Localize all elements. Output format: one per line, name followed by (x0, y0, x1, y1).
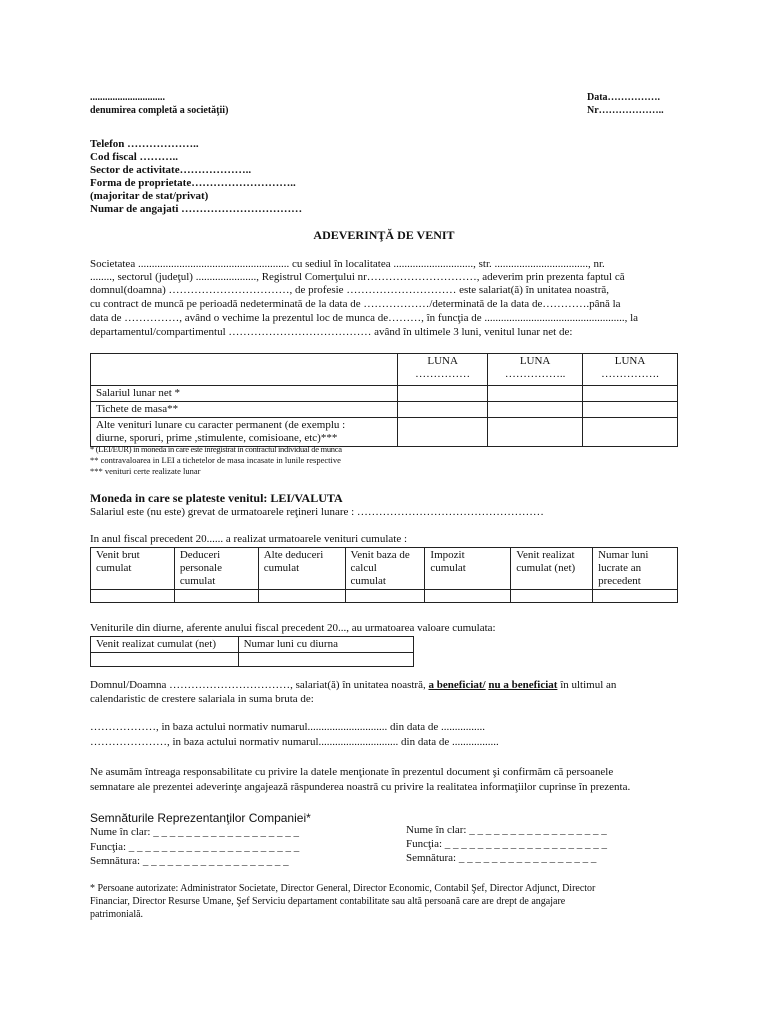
table-cell[interactable] (583, 386, 678, 402)
month-header: LUNA …………….. (488, 354, 583, 386)
persoane-line-2: Financiar, Director Resurse Umane, Şef Serviciu departament contabilitate sau altă persoană care are drept de angajare (90, 896, 566, 907)
row-label: Tichete de masa** (91, 402, 398, 418)
column-header: Deduceri personale cumulat (174, 548, 258, 590)
income-table-header (91, 354, 678, 386)
right-functia-field: Funcţia: _ _ _ _ _ _ _ _ _ _ _ _ _ _ _ _ _ _ _ _ (406, 838, 608, 850)
beneficiu-line-1: Domnul/Doamna ……………………………, salariat(ă) în unitatea noastră, a beneficiat/ nu a beneficiat în ultimul an (90, 679, 617, 691)
act-normativ-2: …………………, in baza actului normativ numarul............................. din data de ................. (90, 736, 499, 748)
fiscal-table-header (91, 548, 678, 590)
telefon-field: Telefon ……………….. (90, 138, 199, 150)
document-title: ADEVERINŢĂ DE VENIT (313, 228, 455, 242)
fiscal-intro: In anul fiscal precedent 20...... a realizat urmatoarele venituri cumulate : (90, 533, 408, 545)
column-header: Venit baza de calcul cumulat (345, 548, 425, 590)
table-row (91, 386, 678, 402)
column-header: Alte deduceri cumulat (258, 548, 345, 590)
intro-line-1: Societatea ....................................................... cu sediul în localitatea ............................., str. .................................., nr. (90, 258, 605, 270)
right-semnatura-field: Semnătura: _ _ _ _ _ _ _ _ _ _ _ _ _ _ _ _ _ (406, 852, 597, 864)
fiscal-table (90, 547, 678, 603)
table-corner-cell (91, 354, 398, 386)
semnaturi-title: Semnăturile Reprezentanţilor Companiei* (90, 811, 311, 825)
forma-proprietate-field: Forma de proprietate……………………….. (90, 177, 296, 189)
footnote-1: * (LEI/EUR) in moneda in care este inregistrat in contractul individual de munca (90, 444, 342, 454)
diurne-table (90, 636, 414, 667)
left-nume-field: Nume în clar: _ _ _ _ _ _ _ _ _ _ _ _ _ _ _ _ _ _ (90, 826, 299, 838)
nu-a-beneficiat-option[interactable]: nu a beneficiat (488, 679, 558, 691)
act-normativ-1: ………………, in baza actului normativ numarul............................. din data de ................ (90, 721, 486, 733)
row-label: Salariul lunar net * (91, 386, 398, 402)
intro-line-3: domnul(doamna) ……………………………, de profesie ………………………… este salariat(ă) în unitatea noastră, (90, 284, 610, 296)
table-cell[interactable] (593, 590, 678, 603)
footnote-2: ** contravaloarea in LEI a tichetelor de masa incasate in lunile respective (90, 455, 341, 465)
row-label: Alte venituri lunare cu caracter permanent (de exemplu : diurne, sporuri, prime ,stimulente, comisioane, etc)*** (91, 418, 398, 447)
numar-angajati-field: Numar de angajati …………………………… (90, 203, 303, 215)
intro-line-6: departamentul/compartimentul ………………………………… având în ultimele 3 luni, venitul lunar net de: (90, 326, 573, 338)
table-cell[interactable] (398, 418, 488, 447)
table-cell[interactable] (583, 402, 678, 418)
responsabilitate-line-1: Ne asumăm întreaga responsabilitate cu privire la datele menţionate în prezentul document şi confirmăm că persoanele (90, 766, 614, 778)
nr-field: Nr……………….. (587, 105, 664, 116)
retineri-line: Salariul este (nu este) grevat de urmatoarele reţineri lunare : …………………………………………… (90, 506, 544, 518)
persoane-line-3: patrimonială. (90, 909, 144, 920)
intro-line-5: data de ……………, având o vechime la prezentul loc de munca de………, în funcţia de ..................................................., la (90, 312, 639, 324)
table-cell[interactable] (488, 386, 583, 402)
table-cell[interactable] (583, 418, 678, 447)
table-cell[interactable] (238, 653, 413, 667)
column-header: Impozit cumulat (425, 548, 511, 590)
a-beneficiat-option[interactable]: a beneficiat/ (428, 679, 486, 691)
moneda-title: Moneda in care se plateste venitul: LEI/VALUTA (90, 491, 343, 505)
right-nume-field: Nume în clar: _ _ _ _ _ _ _ _ _ _ _ _ _ _ _ _ _ (406, 824, 607, 836)
diurne-intro: Veniturile din diurne, aferente anului fiscal precedent 20..., au urmatoarea valoare cumulata: (90, 622, 496, 634)
left-functia-field: Funcţia: _ _ _ _ _ _ _ _ _ _ _ _ _ _ _ _ _ _ _ _ _ (90, 841, 300, 853)
table-row (91, 590, 678, 603)
left-semnatura-field: Semnătura: _ _ _ _ _ _ _ _ _ _ _ _ _ _ _ _ _ _ (90, 855, 289, 867)
column-header: Venit brut cumulat (91, 548, 175, 590)
table-cell[interactable] (488, 418, 583, 447)
footnote-3: *** venituri certe realizate lunar (90, 466, 201, 476)
table-cell[interactable] (91, 590, 175, 603)
table-cell[interactable] (174, 590, 258, 603)
company-name-label: denumirea completă a societăţii) (90, 105, 229, 116)
column-header: Numar luni lucrate an precedent (593, 548, 678, 590)
sector-field: Sector de activitate……………….. (90, 164, 252, 176)
table-cell[interactable] (425, 590, 511, 603)
table-cell[interactable] (398, 402, 488, 418)
diurne-table-header (91, 637, 414, 653)
income-table (90, 353, 678, 447)
table-cell[interactable] (398, 386, 488, 402)
cod-fiscal-field: Cod fiscal ……….. (90, 151, 178, 163)
table-cell[interactable] (488, 402, 583, 418)
intro-line-2: ........, sectorul (judeţul) ......................, Registrul Comerţului nr…………………………, adeverim prin prezenta faptul că (90, 271, 625, 283)
table-row (91, 402, 678, 418)
date-field: Data……………. (587, 92, 661, 103)
month-header: LUNA ……………. (583, 354, 678, 386)
beneficiu-line-2: calendaristic de crestere salariala in suma bruta de: (90, 693, 314, 705)
table-cell[interactable] (91, 653, 239, 667)
column-header: Venit realizat cumulat (net) (511, 548, 593, 590)
persoane-line-1: * Persoane autorizate: Administrator Societate, Director General, Director Economic, Contabil Şef, Director Adjunct, Director (90, 883, 596, 894)
column-header: Venit realizat cumulat (net) (91, 637, 239, 653)
table-cell[interactable] (511, 590, 593, 603)
column-header: Numar luni cu diurna (238, 637, 413, 653)
table-row (91, 653, 414, 667)
table-cell[interactable] (258, 590, 345, 603)
month-header: LUNA …………… (398, 354, 488, 386)
table-cell[interactable] (345, 590, 425, 603)
intro-line-4: cu contract de muncă pe perioadă nedeterminată de la data de ………………/determinată de la data de………….până la (90, 298, 621, 310)
company-name-dots: .............................. (90, 92, 165, 103)
table-row (91, 418, 678, 447)
majoritar-note: (majoritar de stat/privat) (90, 190, 209, 202)
responsabilitate-line-2: semnatare ale prezentei adeverinţe angajează răspunderea noastră cu privire la realitatea informaţiilor cuprinse în prezenta. (90, 781, 631, 793)
